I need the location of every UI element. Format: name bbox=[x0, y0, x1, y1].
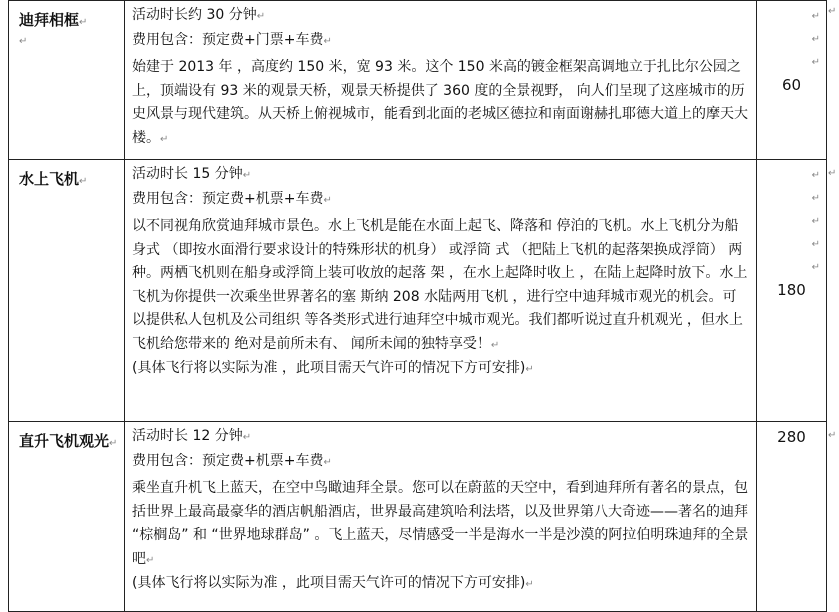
includes-text: 费用包含：预定费+门票+车费 bbox=[132, 31, 324, 48]
paragraph-mark-icon: ↵ bbox=[811, 34, 820, 45]
price-value: 280 bbox=[777, 428, 806, 446]
includes-text: 费用包含：预定费+机票+车费 bbox=[132, 190, 324, 207]
paragraph-mark-icon: ↵ bbox=[323, 456, 332, 468]
paragraph-mark-icon: ↵ bbox=[811, 239, 820, 250]
paragraph-mark-icon: ↵ bbox=[490, 339, 500, 351]
duration-text: 活动时长 12 分钟 bbox=[132, 428, 243, 444]
paragraph-mark-icon: ↵ bbox=[828, 6, 837, 17]
paragraph-mark-icon: ↵ bbox=[79, 176, 88, 187]
price-cell bbox=[757, 1, 827, 160]
paragraph-mark-icon: ↵ bbox=[811, 262, 820, 273]
description-text: 乘坐直升机飞上蓝天，在空中鸟瞰迪拜全景。您可以在蔚蓝的天空中，看到迪拜所有著名的景点，包括世界上最高最豪华的酒店帆船酒店，世界最高建筑哈利法塔，以及世界第八大奇迹——著名的迪拜 “棕榈岛” 和 “世界地球群岛” 。飞上蓝天，尽情感受一半是海水一半是沙漠的阿拉伯明珠迪拜的全景吧 bbox=[132, 480, 749, 567]
name-cell bbox=[9, 160, 125, 422]
paragraph-mark-icon: ↵ bbox=[811, 11, 820, 22]
paragraph-mark-icon: ↵ bbox=[811, 170, 820, 181]
activity-name: 直升飞机观光 bbox=[19, 432, 110, 450]
paragraph-mark-icon: ↵ bbox=[811, 57, 820, 68]
table-row bbox=[9, 160, 827, 422]
description-text: 始建于 2013 年 ，高度约 150 米，宽 93 米。这个 150 米高的镀金框架高调地立于扎比尔公园之上，顶端设有 93 米的观景天桥，观景天桥提供了 360 度的全景视野， 向人们呈现了这座城市的历史风景与现代建筑。从天桥上俯视城市，能看到北面的老城区德拉和南面谢赫扎耶德大道上的摩天大楼。 bbox=[132, 59, 748, 146]
duration-text: 活动时长约 30 分钟 bbox=[132, 7, 257, 23]
paragraph-mark-icon: ↵ bbox=[109, 438, 118, 449]
name-cell bbox=[9, 1, 125, 160]
price-cell bbox=[757, 422, 827, 612]
paragraph-mark-icon: ↵ bbox=[525, 579, 534, 590]
paragraph-mark-icon: ↵ bbox=[525, 364, 534, 375]
name-cell bbox=[9, 422, 125, 612]
activity-table bbox=[8, 0, 827, 612]
paragraph-mark-icon: ↵ bbox=[828, 168, 837, 179]
paragraph-mark-icon: ↵ bbox=[160, 133, 169, 145]
price-cell bbox=[757, 160, 827, 422]
paragraph-mark-icon: ↵ bbox=[323, 35, 332, 47]
description-cell bbox=[125, 422, 757, 612]
paragraph-mark-icon: ↵ bbox=[828, 430, 837, 441]
description-cell bbox=[125, 160, 757, 422]
paragraph-mark-icon: ↵ bbox=[242, 432, 252, 443]
price-value: 60 bbox=[781, 76, 802, 94]
note-text: (具体飞行将以实际为准 ，此项目需天气许可的情况下方可安排) bbox=[132, 360, 526, 376]
price-value: 180 bbox=[777, 281, 806, 299]
activity-name: 迪拜相框 bbox=[19, 11, 80, 29]
description-cell bbox=[125, 1, 757, 160]
duration-text: 活动时长 15 分钟 bbox=[132, 166, 243, 182]
paragraph-mark-icon: ↵ bbox=[256, 11, 266, 22]
paragraph-mark-icon: ↵ bbox=[79, 17, 88, 28]
table-row bbox=[9, 422, 827, 612]
activity-name: 水上飞机 bbox=[19, 170, 80, 188]
description-text: 以不同视角欣赏迪拜城市景色。水上飞机是能在水面上起飞、降落和 停泊的飞机。水上飞机分为船身式 （即按水面滑行要求设计的特殊形状的机身） 或浮筒 式 （把陆上飞机的起落架换成浮筒） 两种。两栖飞机则在船身或浮筒上装可收放的起落 架 ，在水上起降时收上 ，在陆上起降时放下。水上飞机为你提供一次乘坐世界著名的塞 斯纳 208 水陆两用飞机 ，进行空中迪拜城市观光的机会。可以提供私人包机及公司组织 等各类形式进行迪拜空中城市观光。我们都听说过直升机观光 ，但水上飞机给您带来的 绝对是前所未有、 闻所未闻的独特享受！ bbox=[132, 218, 748, 352]
table-row bbox=[9, 1, 827, 160]
note-text: (具体飞行将以实际为准 ，此项目需天气许可的情况下方可安排) bbox=[132, 575, 526, 591]
paragraph-mark-icon: ↵ bbox=[323, 194, 332, 206]
paragraph-mark-icon: ↵ bbox=[146, 554, 155, 566]
paragraph-mark-icon: ↵ bbox=[811, 193, 820, 204]
includes-text: 费用包含：预定费+机票+车费 bbox=[132, 452, 324, 469]
paragraph-mark-icon: ↵ bbox=[242, 170, 252, 181]
paragraph-mark-icon: ↵ bbox=[19, 36, 28, 47]
paragraph-mark-icon: ↵ bbox=[811, 216, 820, 227]
